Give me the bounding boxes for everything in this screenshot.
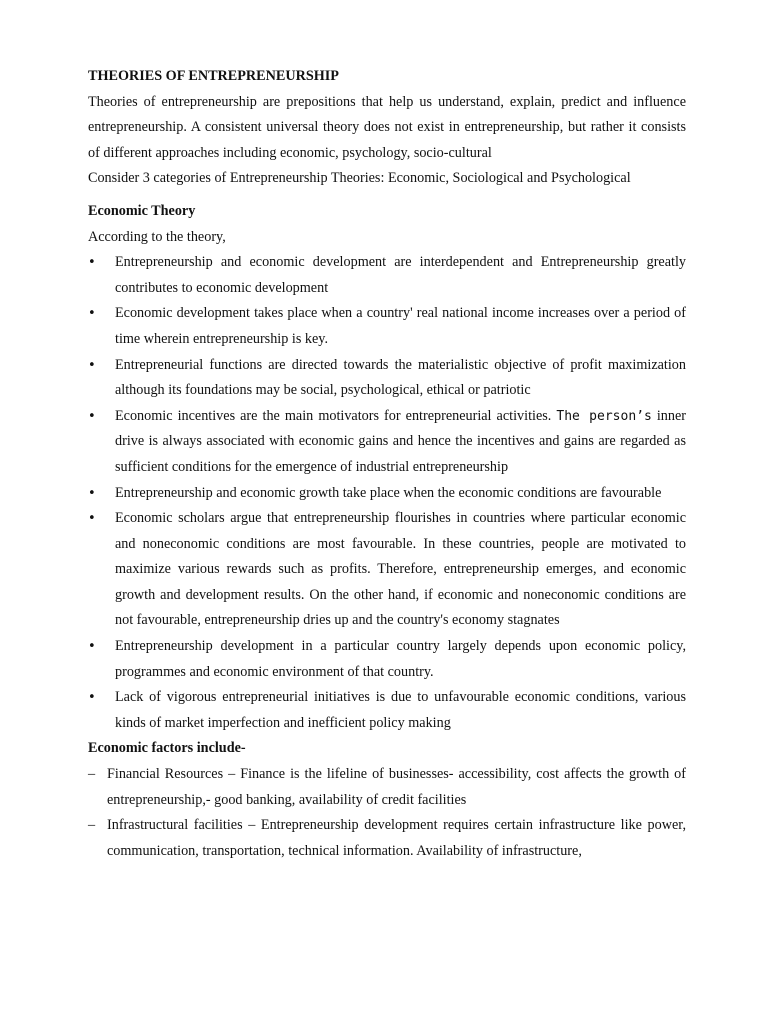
bullet-item	[88, 685, 686, 736]
dash-item	[88, 762, 686, 813]
bullet-icon: •	[88, 357, 96, 373]
economic-theory-bullet-list	[88, 250, 686, 736]
dash-item-text: Financial Resources – Finance is the lifeline of businesses- accessibility, cost affects the growth of entrepreneurship,- good banking, availability of credit facilities	[107, 766, 686, 808]
bullet-item	[88, 506, 686, 634]
bullet-item	[88, 481, 686, 507]
bullet-icon: •	[88, 485, 96, 501]
bullet-item	[88, 634, 686, 685]
bullet-text: Entrepreneurship and economic growth take place when the economic conditions are favourable	[115, 484, 662, 501]
economic-factors-heading: Economic factors include-	[88, 740, 246, 757]
bullet-icon: •	[88, 306, 96, 322]
bullet-text: Entrepreneurship and economic development are interdependent and Entrepreneurship greatly contributes to economic development	[115, 254, 686, 296]
bullet-text-part: inner drive is always associated with economic gains and hence the incentives and gains are regarded as sufficient conditions for the emergence of industrial entrepreneurship	[115, 407, 687, 475]
document-title: THEORIES OF ENTREPRENEURSHIP	[88, 68, 339, 84]
bullet-icon: •	[88, 639, 96, 655]
dash-item-text: Infrastructural facilities – Entrepreneurship development requires certain infrastructure like power, communication, transportation, technical information. Availability of infrastructure,	[107, 817, 686, 859]
bullet-item	[88, 250, 686, 301]
bullet-icon: •	[88, 690, 96, 706]
economic-factors-list	[88, 762, 686, 864]
bullet-item	[88, 353, 686, 404]
bullet-text-part: Economic incentives are the main motivators for entrepreneurial activities.	[115, 407, 557, 424]
economic-theory-heading: Economic Theory	[88, 202, 196, 219]
economic-theory-section	[88, 199, 686, 736]
bullet-item	[88, 301, 686, 352]
document-page	[88, 64, 686, 864]
economic-theory-lead: According to the theory,	[88, 228, 226, 245]
intro-paragraph: Theories of entrepreneurship are prepositions that help us understand, explain, predict and influence entrepreneurship. A consistent universal theory does not exist in entrepreneurship, but rather it consists of different approaches including economic, psychology, socio-cultural	[88, 93, 686, 161]
bullet-icon: •	[88, 255, 96, 271]
bullet-text: Lack of vigorous entrepreneurial initiatives is due to unfavourable economic conditions, various kinds of market imperfection and inefficient policy making	[115, 689, 686, 731]
economic-factors-section	[88, 736, 686, 864]
bullet-icon: •	[88, 511, 96, 527]
bullet-icon: •	[88, 408, 96, 424]
categories-line: Consider 3 categories of Entrepreneurship Theories: Economic, Sociological and Psychological	[88, 170, 631, 187]
dash-item	[88, 813, 686, 864]
bullet-text-part: The person’s	[556, 408, 652, 424]
bullet-text: Economic scholars argue that entrepreneurship flourishes in countries where particular economic and noneconomic conditions are most favourable. In these countries, people are motivated to maximize various rewards such as profits. Therefore, entrepreneurship emerges, and economic growth and development results. On the other hand, if economic and noneconomic conditions are not favourable, entrepreneurship dries up and the country's economy stagnates	[115, 510, 686, 629]
bullet-text: Economic development takes place when a country' real national income increases over a period of time wherein entrepreneurship is key.	[115, 305, 686, 347]
dash-icon: –	[88, 817, 96, 834]
bullet-text	[115, 404, 686, 481]
dash-icon: –	[88, 766, 96, 783]
bullet-text: Entrepreneurship development in a particular country largely depends upon economic policy, programmes and economic environment of that country.	[115, 638, 686, 680]
bullet-text: Entrepreneurial functions are directed towards the materialistic objective of profit maximization although its foundations may be social, psychological, ethical or patriotic	[115, 356, 686, 399]
bullet-item	[88, 404, 686, 481]
